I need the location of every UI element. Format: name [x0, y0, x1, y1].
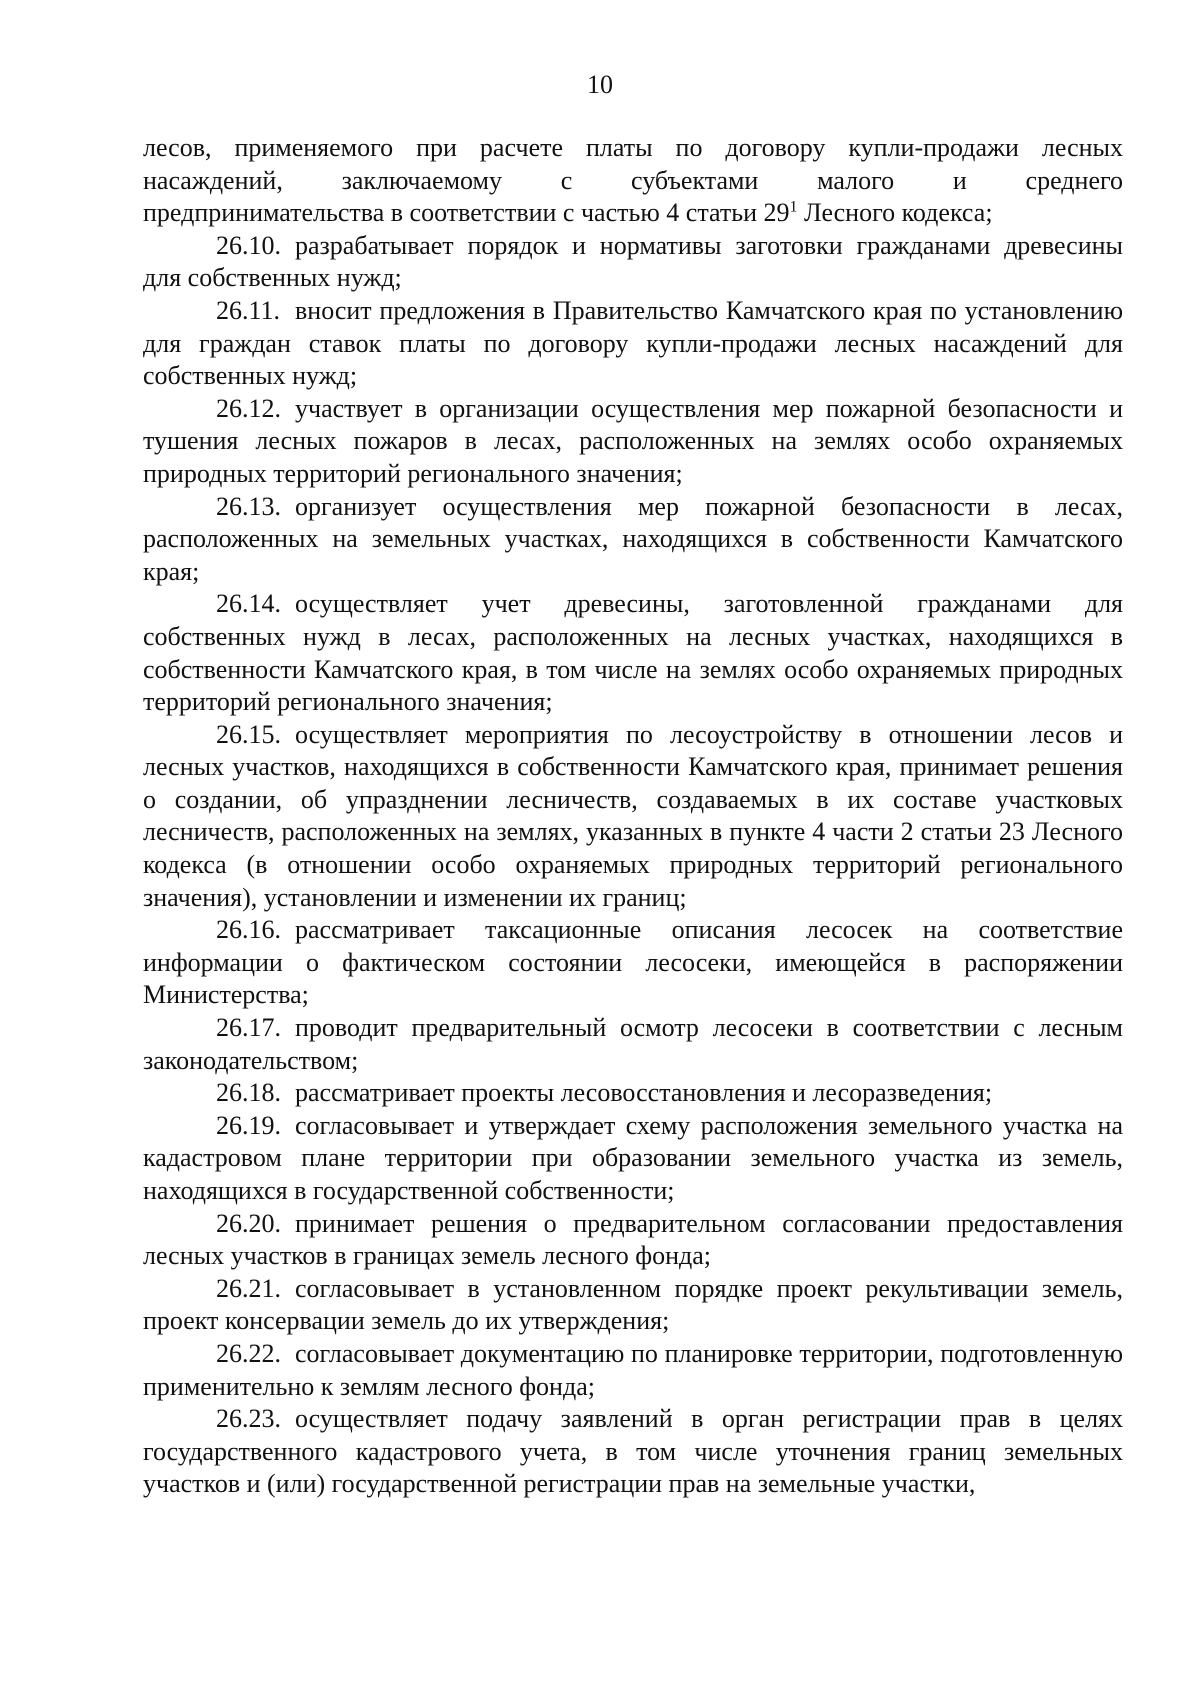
continuation-line-2: насаждений, заключаемому с субъектами малого и среднего: [143, 165, 1123, 195]
clause-number: 26.12.: [216, 393, 281, 423]
clause-text: согласовывает и утверждает схему расположения земельного участка на кадастровом плане территории при образовании земельного участка из земель, находящихся в государственной собственности;: [143, 1110, 1123, 1205]
clause-paragraph: [143, 1338, 1123, 1403]
clause-text: проводит предварительный осмотр лесосеки в соответствии с лесным законодательством;: [143, 1013, 1123, 1075]
clause-text: разрабатывает порядок и нормативы заготовки гражданами древесины для собственных нужд;: [143, 230, 1123, 293]
clause-list: [143, 230, 1123, 1501]
clause-number: 26.16.: [216, 915, 281, 945]
clause-paragraph: [143, 1208, 1123, 1273]
clause-number: 26.15.: [216, 719, 281, 749]
article-superscript: 1: [789, 198, 798, 216]
clause-paragraph: [143, 295, 1123, 393]
clause-number: 26.11.: [216, 295, 281, 325]
continuation-tail: Лесного кодекса;: [797, 198, 993, 228]
clause-text: осуществляет подачу заявлений в орган регистрации прав в целях государственного кадастрового учета, в том числе уточнения границ земельных участков и (или) государственной регистрации прав на земельные участки,: [143, 1404, 1123, 1499]
clause-text: вносит предложения в Правительство Камчатского края по установлению для граждан ставок платы по договору купли-продажи лесных насаждений для собственных нужд;: [143, 295, 1123, 391]
clause-number: 26.21.: [216, 1273, 281, 1303]
clause-paragraph: [143, 1273, 1123, 1338]
clause-number: 26.23.: [216, 1404, 281, 1434]
clause-text: организует осуществления мер пожарной безопасности в лесах, расположенных на земельных участках, находящихся в собственности Камчатского края;: [143, 491, 1123, 586]
clause-paragraph: [143, 1403, 1123, 1501]
clause-text: осуществляет мероприятия по лесоустройству в отношении лесов и лесных участков, находящихся в собственности Камчатского края, принимает решения о создании, об упразднении лесничеств, создаваемых в их составе участковых лесничеств, расположенных на землях, указанных в пункте 4 части 2 статьи 23 Лесного кодекса (в отношении особо охраняемых природных территорий регионального значения), установлении и изменении их границ;: [143, 719, 1123, 912]
clause-text: осуществляет учет древесины, заготовленной гражданами для собственных нужд в лесах, расположенных на лесных участках, находящихся в собственности Камчатского края, в том числе на землях особо охраняемых природных территорий регионального значения;: [143, 589, 1123, 717]
clause-number: 26.17.: [216, 1013, 281, 1043]
clause-text: рассматривает проекты лесовосстановления и лесоразведения;: [295, 1078, 993, 1108]
document-body: [143, 132, 1123, 1501]
clause-number: 26.10.: [216, 230, 281, 260]
clause-text: принимает решения о предварительном согласовании предоставления лесных участков в границах земель лесного фонда;: [143, 1208, 1123, 1271]
clause-paragraph: [143, 1077, 1123, 1110]
clause-number: 26.22.: [216, 1338, 281, 1368]
clause-paragraph: [143, 230, 1123, 295]
clause-text: рассматривает таксационные описания лесосек на соответствие информации о фактическом состоянии лесосеки, имеющейся в распоряжении Министерства;: [143, 915, 1123, 1010]
clause-paragraph: [143, 588, 1123, 718]
continuation-text: предпринимательства в соответствии с частью 4 статьи 29: [143, 198, 790, 228]
clause-paragraph: [143, 1012, 1123, 1077]
clause-number: 26.19.: [216, 1110, 281, 1140]
clause-text: согласовывает в установленном порядке проект рекультивации земель, проект консервации земель до их утверждения;: [143, 1273, 1123, 1336]
clause-number: 26.14.: [216, 589, 281, 619]
clause-paragraph: [143, 719, 1123, 915]
clause-paragraph: [143, 1110, 1123, 1208]
clause-paragraph: [143, 914, 1123, 1012]
page-number: 10: [587, 70, 613, 99]
clause-paragraph: [143, 393, 1123, 491]
clause-text: участвует в организации осуществления мер пожарной безопасности и тушения лесных пожаров в лесах, расположенных на землях особо охраняемых природных территорий регионального значения;: [143, 393, 1123, 488]
clause-text: согласовывает документацию по планировке территории, подготовленную применительно к землям лесного фонда;: [143, 1338, 1123, 1401]
continuation-line-1: лесов, применяемого при расчете платы по договору купли-продажи лесных: [143, 133, 1123, 162]
clause-paragraph: [143, 491, 1123, 589]
continuation-line-3: [143, 197, 1123, 230]
clause-number: 26.20.: [216, 1208, 281, 1238]
clause-number: 26.18.: [216, 1078, 281, 1108]
clause-number: 26.13.: [216, 491, 281, 521]
